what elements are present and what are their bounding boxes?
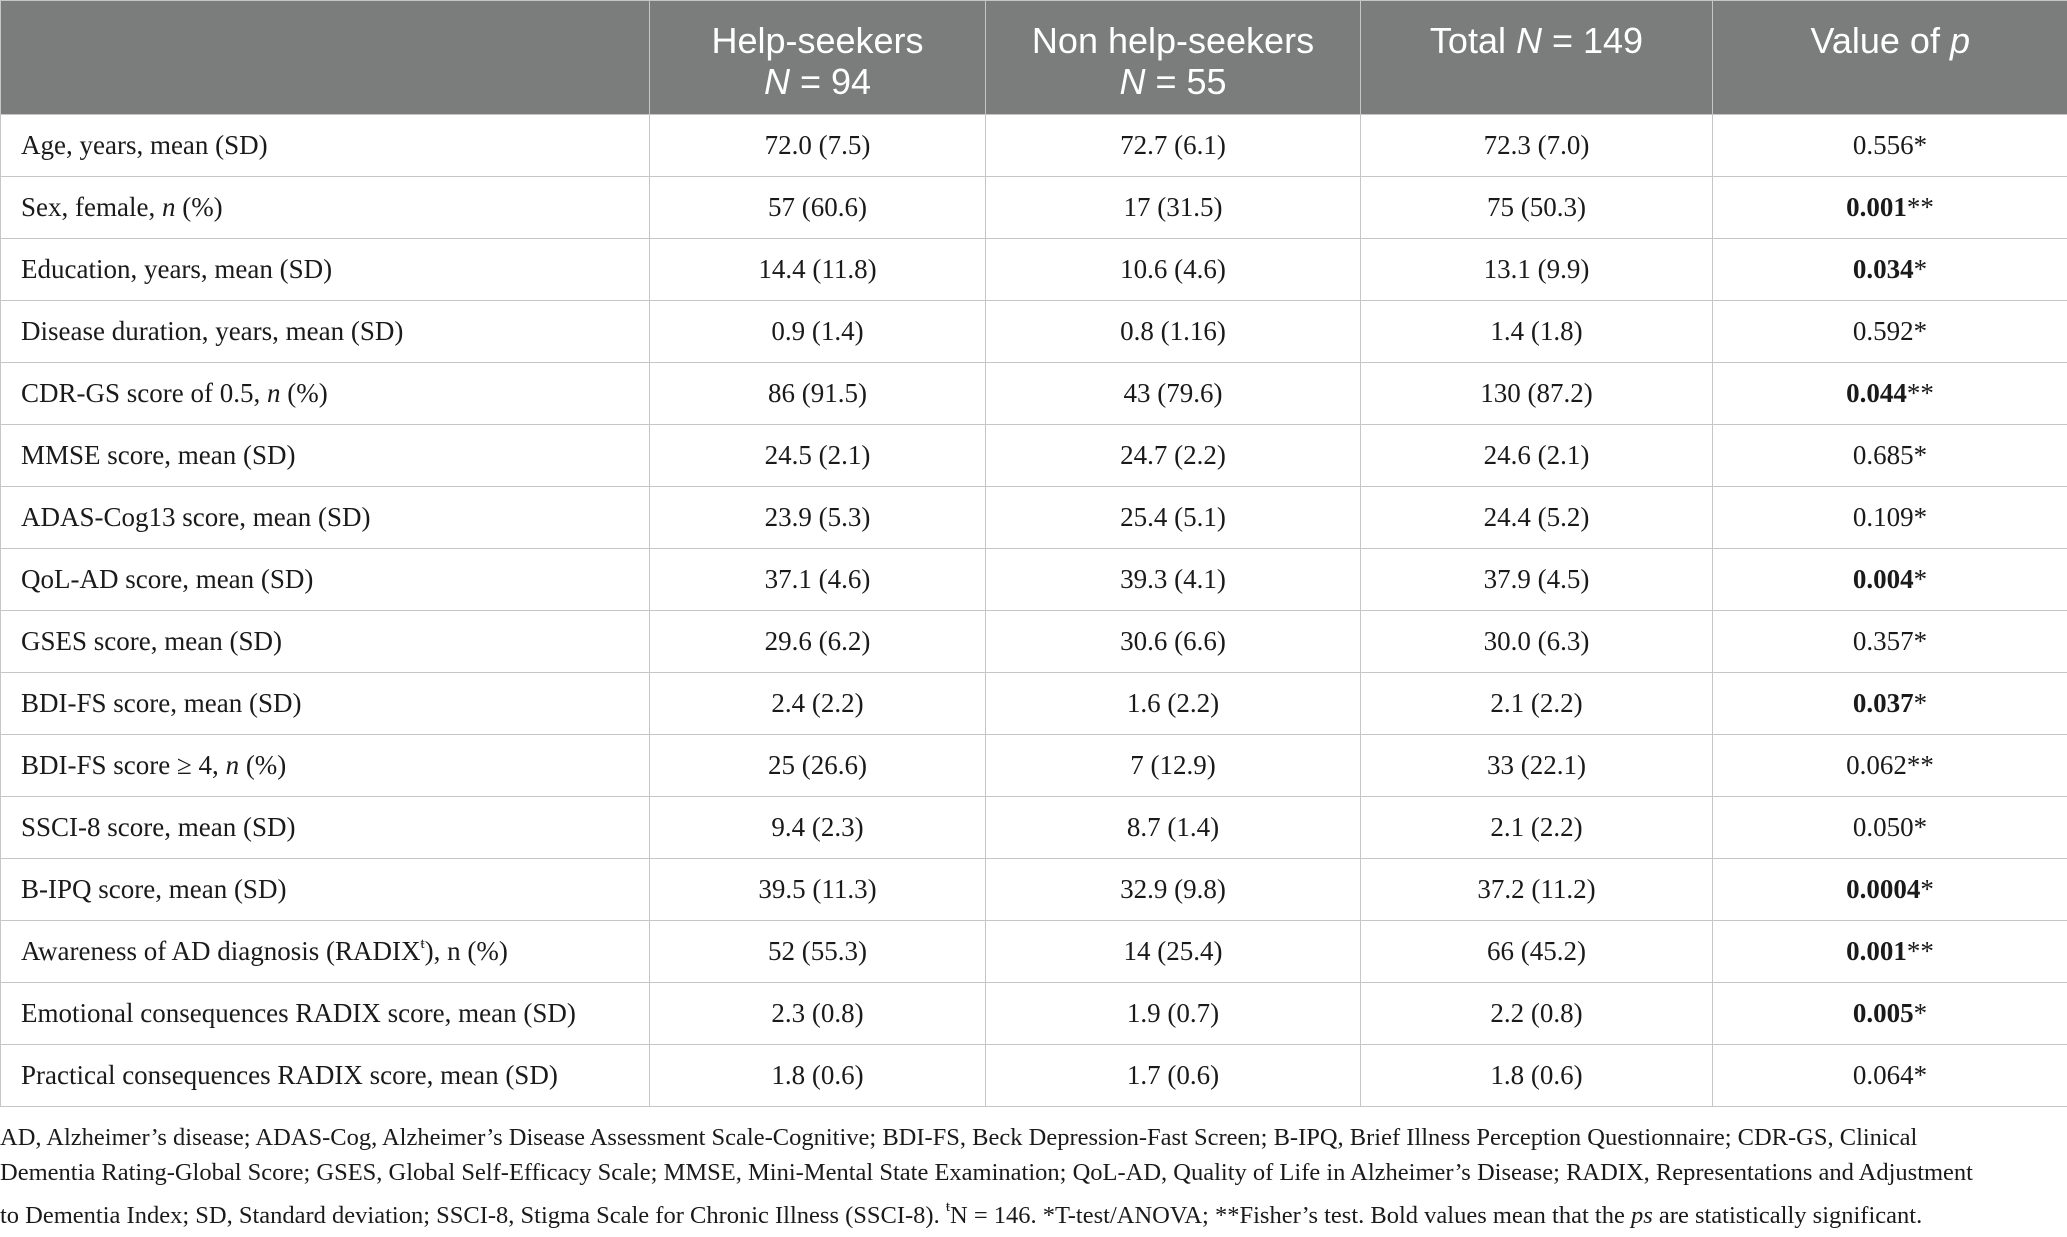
footnote-line-3: to Dementia Index; SD, Standard deviation; SSCI-8, Stigma Scale for Chronic Illness (SSCI-8). $^ŧ$N = 146. *T-test/ANOVA; **Fisher’s test. Bold values mean that the ps are statistically significant. xyxy=(0,1199,1923,1229)
non-help-seekers-value: 8.7 (1.4) xyxy=(986,797,1361,859)
p-value: 0.109* xyxy=(1713,487,2067,549)
table-footnote xyxy=(0,1120,2067,1233)
p-value: 0.034* xyxy=(1713,239,2067,301)
row-label: Age, years, mean (SD) xyxy=(1,115,650,177)
non-help-seekers-value: 30.6 (6.6) xyxy=(986,611,1361,673)
p-value: 0.357* xyxy=(1713,611,2067,673)
help-seekers-value: 25 (26.6) xyxy=(650,735,986,797)
non-help-seekers-value: 1.6 (2.2) xyxy=(986,673,1361,735)
table-row xyxy=(1,549,2067,611)
total-value: 37.2 (11.2) xyxy=(1361,859,1713,921)
total-value: 30.0 (6.3) xyxy=(1361,611,1713,673)
help-seekers-value: 37.1 (4.6) xyxy=(650,549,986,611)
non-help-seekers-value: 14 (25.4) xyxy=(986,921,1361,983)
total-value: 2.2 (0.8) xyxy=(1361,983,1713,1045)
p-value: 0.044** xyxy=(1713,363,2067,425)
row-label: BDI-FS score ≥ 4, n (%) xyxy=(1,735,650,797)
p-value: 0.005* xyxy=(1713,983,2067,1045)
table-row xyxy=(1,673,2067,735)
p-value: 0.064* xyxy=(1713,1045,2067,1107)
total-value: 72.3 (7.0) xyxy=(1361,115,1713,177)
table-row xyxy=(1,363,2067,425)
help-seekers-value: 57 (60.6) xyxy=(650,177,986,239)
non-help-seekers-value: 7 (12.9) xyxy=(986,735,1361,797)
table-row xyxy=(1,611,2067,673)
help-seekers-value: 1.8 (0.6) xyxy=(650,1045,986,1107)
help-seekers-value: 24.5 (2.1) xyxy=(650,425,986,487)
non-help-seekers-value: 17 (31.5) xyxy=(986,177,1361,239)
header-non-help-seekers: Non help-seekers N = 55 xyxy=(986,1,1361,115)
non-help-seekers-value: 24.7 (2.2) xyxy=(986,425,1361,487)
help-seekers-value: 0.9 (1.4) xyxy=(650,301,986,363)
table-row xyxy=(1,487,2067,549)
help-seekers-value: 52 (55.3) xyxy=(650,921,986,983)
p-value: 0.062** xyxy=(1713,735,2067,797)
non-help-seekers-value: 39.3 (4.1) xyxy=(986,549,1361,611)
row-label: MMSE score, mean (SD) xyxy=(1,425,650,487)
total-value: 130 (87.2) xyxy=(1361,363,1713,425)
table-row xyxy=(1,735,2067,797)
header-p-value: Value of p xyxy=(1713,1,2067,115)
total-value: 33 (22.1) xyxy=(1361,735,1713,797)
help-seekers-value: 2.3 (0.8) xyxy=(650,983,986,1045)
non-help-seekers-value: 32.9 (9.8) xyxy=(986,859,1361,921)
help-seekers-value: 39.5 (11.3) xyxy=(650,859,986,921)
help-seekers-value: 23.9 (5.3) xyxy=(650,487,986,549)
table-row xyxy=(1,921,2067,983)
non-help-seekers-value: 72.7 (6.1) xyxy=(986,115,1361,177)
table-row xyxy=(1,1045,2067,1107)
p-value: 0.001** xyxy=(1713,177,2067,239)
table-row xyxy=(1,239,2067,301)
total-value: 1.4 (1.8) xyxy=(1361,301,1713,363)
non-help-seekers-value: 43 (79.6) xyxy=(986,363,1361,425)
row-label: ADAS-Cog13 score, mean (SD) xyxy=(1,487,650,549)
total-value: 2.1 (2.2) xyxy=(1361,673,1713,735)
row-label: QoL-AD score, mean (SD) xyxy=(1,549,650,611)
total-value: 1.8 (0.6) xyxy=(1361,1045,1713,1107)
row-label: Sex, female, n (%) xyxy=(1,177,650,239)
total-value: 2.1 (2.2) xyxy=(1361,797,1713,859)
p-value: 0.556* xyxy=(1713,115,2067,177)
table-row xyxy=(1,177,2067,239)
total-value: 75 (50.3) xyxy=(1361,177,1713,239)
non-help-seekers-value: 10.6 (4.6) xyxy=(986,239,1361,301)
table-row xyxy=(1,425,2067,487)
p-value: 0.001** xyxy=(1713,921,2067,983)
row-label: Disease duration, years, mean (SD) xyxy=(1,301,650,363)
total-value: 66 (45.2) xyxy=(1361,921,1713,983)
row-label: GSES score, mean (SD) xyxy=(1,611,650,673)
help-seekers-value: 86 (91.5) xyxy=(650,363,986,425)
table-row xyxy=(1,797,2067,859)
help-seekers-value: 2.4 (2.2) xyxy=(650,673,986,735)
footnote-line-1: AD, Alzheimer’s disease; ADAS-Cog, Alzheimer’s Disease Assessment Scale-Cognitive; BDI-FS, Beck Depression-Fast Screen; B-IPQ, Brief Illness Perception Questionnaire; CDR-GS, Clinical xyxy=(0,1124,1918,1151)
p-value: 0.037* xyxy=(1713,673,2067,735)
p-value: 0.0004* xyxy=(1713,859,2067,921)
help-seekers-value: 72.0 (7.5) xyxy=(650,115,986,177)
footnote-line-2: Dementia Rating-Global Score; GSES, Global Self-Efficacy Scale; MMSE, Mini-Mental State Examination; QoL-AD, Quality of Life in Alzheimer’s Disease; RADIX, Representations and Adjustment xyxy=(0,1159,1973,1186)
row-label: Awareness of AD diagnosis $(RADIX^ŧ)$, n (%) xyxy=(1,921,650,983)
p-value: 0.004* xyxy=(1713,549,2067,611)
table-row xyxy=(1,115,2067,177)
non-help-seekers-value: 0.8 (1.16) xyxy=(986,301,1361,363)
p-value: 0.050* xyxy=(1713,797,2067,859)
table-row xyxy=(1,983,2067,1045)
help-seekers-value: 9.4 (2.3) xyxy=(650,797,986,859)
p-value: 0.592* xyxy=(1713,301,2067,363)
total-value: 24.6 (2.1) xyxy=(1361,425,1713,487)
row-label: Education, years, mean (SD) xyxy=(1,239,650,301)
total-value: 24.4 (5.2) xyxy=(1361,487,1713,549)
row-label: B-IPQ score, mean (SD) xyxy=(1,859,650,921)
table-row xyxy=(1,859,2067,921)
non-help-seekers-value: 1.7 (0.6) xyxy=(986,1045,1361,1107)
row-label: BDI-FS score, mean (SD) xyxy=(1,673,650,735)
row-label: SSCI-8 score, mean (SD) xyxy=(1,797,650,859)
table-body xyxy=(1,115,2067,1107)
row-label: Practical consequences RADIX score, mean (SD) xyxy=(1,1045,650,1107)
non-help-seekers-value: 25.4 (5.1) xyxy=(986,487,1361,549)
row-label: Emotional consequences RADIX score, mean (SD) xyxy=(1,983,650,1045)
help-seekers-value: 14.4 (11.8) xyxy=(650,239,986,301)
total-value: 37.9 (4.5) xyxy=(1361,549,1713,611)
row-label: CDR-GS score of 0.5, n (%) xyxy=(1,363,650,425)
header-total: Total N = 149 xyxy=(1361,1,1713,115)
help-seekers-value: 29.6 (6.2) xyxy=(650,611,986,673)
table-header-row xyxy=(1,1,2067,115)
table-row xyxy=(1,301,2067,363)
p-value: 0.685* xyxy=(1713,425,2067,487)
non-help-seekers-value: 1.9 (0.7) xyxy=(986,983,1361,1045)
header-help-seekers: Help-seekers N = 94 xyxy=(650,1,986,115)
header-label-column xyxy=(1,1,650,115)
total-value: 13.1 (9.9) xyxy=(1361,239,1713,301)
